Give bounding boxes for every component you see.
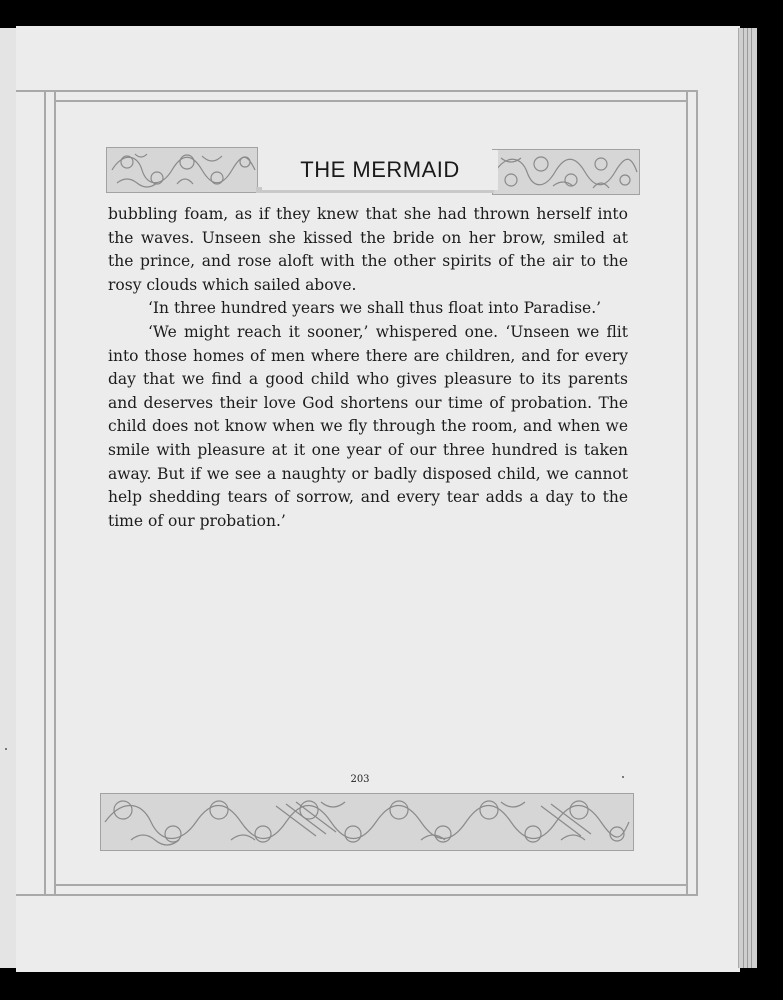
paragraph: bubbling foam, as if they knew that she had thrown herself into the waves. Unseen she kissed the bride on her brow, smiled at the prince, and rose aloft with the other spirits of the air to the rosy clouds which sailed above. (108, 205, 628, 294)
facing-page-edge (0, 28, 17, 968)
frame-top-inner (54, 100, 688, 102)
frame-top-extension (16, 90, 46, 92)
running-head (262, 150, 498, 190)
page-stack-edge (738, 28, 757, 968)
header-ornament-right (492, 149, 640, 195)
frame-right-inner (686, 90, 688, 896)
body-text (108, 203, 628, 533)
paragraph: ‘In three hundred years we shall thus float into Paradise.’ (148, 299, 602, 318)
paper-speck (5, 748, 7, 750)
frame-top-outer (44, 90, 698, 92)
header-ornament-left (106, 147, 258, 193)
frame-right-outer (696, 90, 698, 896)
paragraph: ‘We might reach it sooner,’ whispered one. ‘Unseen we flit into those homes of men where there are children, and for every day that we find a good child who gives pleasure to its parents and deserves their love God shortens our time of probation. The child does not know when we fly through the room, and when we smile with pleasure at it one year of our three hundred is taken away. But if we see a naughty or badly disposed child, we cannot help shedding tears of sorrow, and every tear adds a day to the time of our probation.’ (108, 322, 628, 530)
frame-bottom-outer (44, 894, 698, 896)
frame-left-inner (54, 90, 56, 896)
paper-speck (622, 776, 624, 778)
frame-bottom-extension (16, 894, 46, 896)
frame-left-outer (44, 90, 46, 896)
frame-bottom-inner (54, 884, 688, 886)
page-title: THE MERMAID (300, 157, 460, 182)
footer-ornament (100, 793, 634, 851)
page-number: 203 (350, 774, 370, 785)
